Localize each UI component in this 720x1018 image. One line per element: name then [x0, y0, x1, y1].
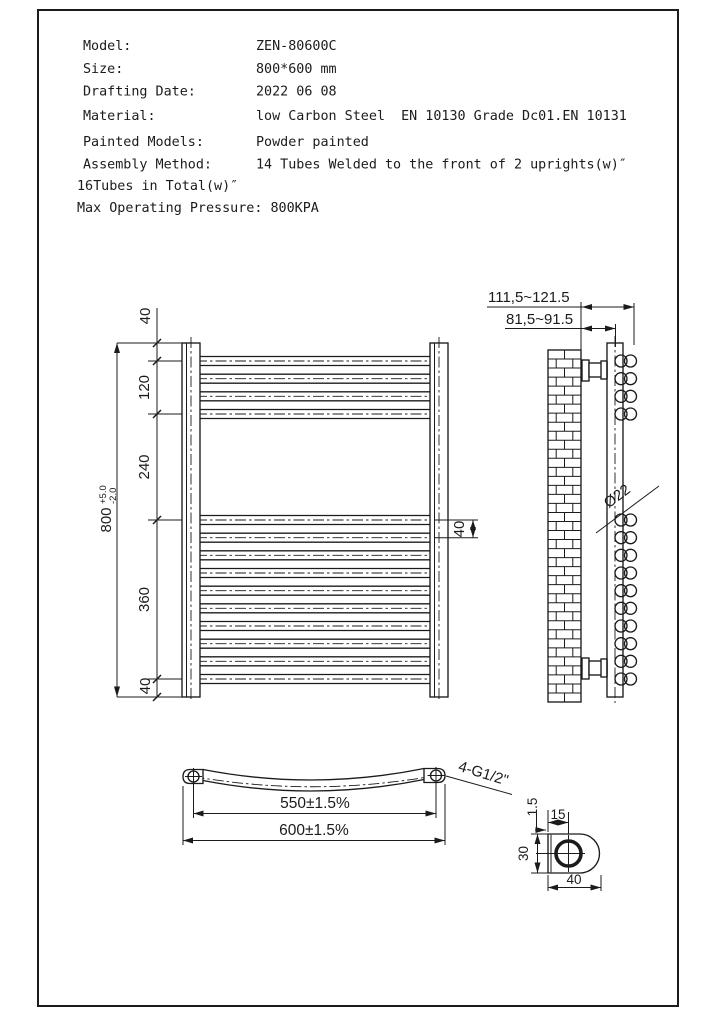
spec-label: Model: — [83, 39, 132, 54]
svg-text:40: 40 — [451, 520, 468, 538]
dim-wall-to-back: 81,5~91.5 — [506, 311, 574, 328]
spec-label: Size: — [83, 62, 124, 77]
spec-extra-line: 16Tubes in Total(w)″ — [77, 179, 239, 194]
svg-text:1.5: 1.5 — [525, 797, 540, 817]
spec-value: 2022 06 08 — [256, 84, 337, 100]
spec-value: low Carbon Steel EN 10130 Grade Dc01.EN 10131 — [256, 109, 627, 124]
svg-text:600±1.5%: 600±1.5% — [279, 822, 349, 839]
svg-text:+5.0: +5.0 — [98, 485, 109, 504]
spec-extra-line: Max Operating Pressure: 800KPA — [77, 201, 319, 216]
svg-text:Ø22: Ø22 — [600, 481, 634, 512]
spec-value: 14 Tubes Welded to the front of 2 uprights(w)″ — [256, 157, 627, 173]
svg-text:4-G1/2": 4-G1/2" — [456, 758, 511, 790]
spec-label: Painted Models: — [83, 135, 204, 150]
chain-dim-240: 240 — [136, 454, 153, 480]
spec-value: Powder painted — [256, 135, 369, 150]
chain-dim-360: 360 — [136, 586, 153, 613]
svg-text:40: 40 — [566, 872, 582, 887]
spec-value: ZEN-80600C — [256, 39, 337, 54]
chain-dim-40-top: 40 — [137, 307, 154, 325]
chain-dim-120: 120 — [136, 374, 153, 401]
dim-wall-to-front: 111,5~121.5 — [488, 289, 570, 306]
wall — [548, 350, 581, 702]
spec-label: Assembly Method: — [83, 157, 212, 173]
spec-label: Drafting Date: — [83, 84, 196, 100]
spec-value: 800*600 mm — [256, 62, 337, 77]
svg-text:-2.0: -2.0 — [108, 487, 119, 504]
svg-text:550±1.5%: 550±1.5% — [280, 795, 350, 812]
svg-text:15: 15 — [550, 807, 566, 822]
svg-text:800: 800 — [98, 507, 115, 533]
spec-label: Material: — [83, 109, 156, 124]
svg-text:30: 30 — [516, 845, 531, 862]
chain-dim-40-bottom: 40 — [137, 677, 154, 695]
